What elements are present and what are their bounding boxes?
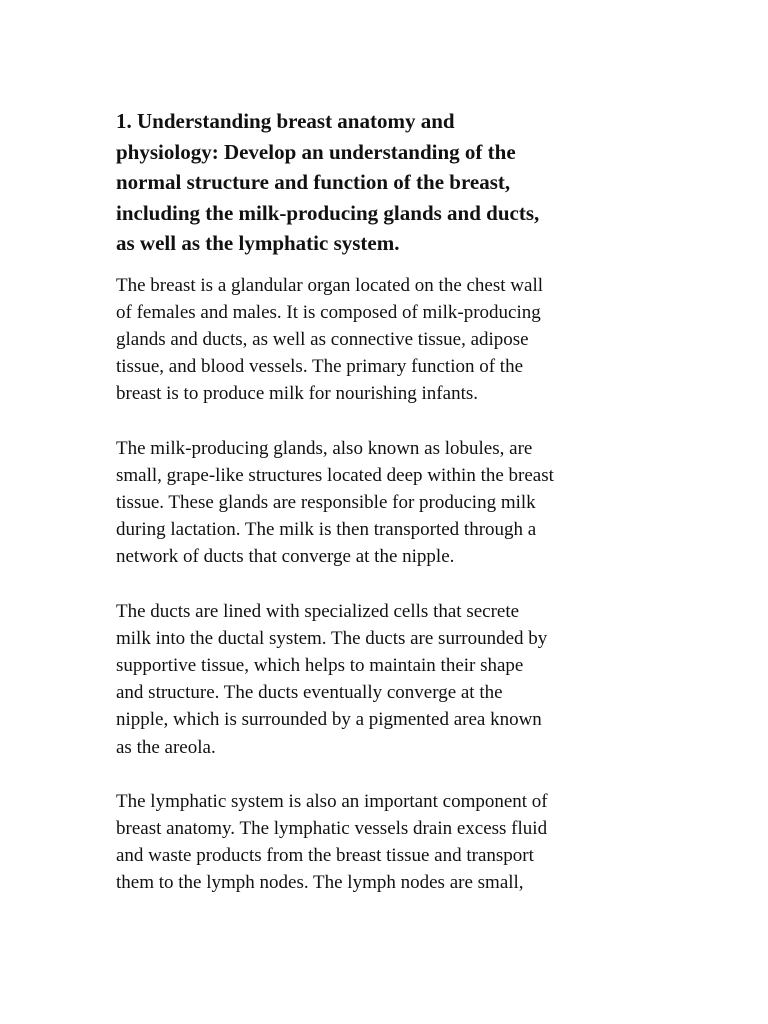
body-paragraph-breast-overview (116, 272, 656, 408)
body-paragraph-ducts (116, 598, 656, 761)
text-line: of females and males. It is composed of milk-producing (116, 301, 541, 323)
section-heading (116, 106, 656, 259)
text-line: The breast is a glandular organ located on the chest wall (116, 274, 543, 296)
text-line: The ducts are lined with specialized cells that secrete (116, 600, 520, 622)
text-line: breast is to produce milk for nourishing infants. (116, 383, 478, 405)
text-line: nipple, which is surrounded by a pigmented area known (116, 709, 542, 731)
heading-line: normal structure and function of the breast, (116, 170, 511, 194)
text-line: glands and ducts, as well as connective tissue, adipose (116, 328, 529, 350)
body-paragraph-lymphatic-system (116, 788, 656, 897)
text-line: as the areola. (116, 736, 216, 758)
text-line: The lymphatic system is also an important component of (116, 790, 548, 812)
heading-line: including the milk-producing glands and ducts, (116, 200, 540, 225)
text-line: and waste products from the breast tissue and transport (116, 845, 534, 867)
text-line: during lactation. The milk is then transported through a (116, 519, 537, 541)
text-line: tissue, and blood vessels. The primary function of the (116, 356, 524, 378)
text-line: them to the lymph nodes. The lymph nodes are small, (116, 872, 524, 894)
heading-line: 1. Understanding breast anatomy and (116, 109, 455, 133)
text-line: and structure. The ducts eventually converge at the (116, 682, 503, 704)
text-line: supportive tissue, which helps to maintain their shape (116, 654, 524, 676)
text-line: tissue. These glands are responsible for producing milk (116, 491, 536, 513)
text-line: breast anatomy. The lymphatic vessels drain excess fluid (116, 817, 548, 839)
text-line: small, grape-like structures located deep within the breast (116, 464, 554, 486)
document-content (116, 106, 656, 897)
body-paragraph-lobules (116, 435, 656, 571)
heading-line: as well as the lymphatic system. (116, 231, 400, 255)
text-line: network of ducts that converge at the nipple. (116, 546, 455, 568)
text-line: The milk-producing glands, also known as lobules, are (116, 437, 533, 459)
heading-line: physiology: Develop an understanding of the (116, 139, 516, 164)
text-line: milk into the ductal system. The ducts are surrounded by (116, 627, 548, 649)
